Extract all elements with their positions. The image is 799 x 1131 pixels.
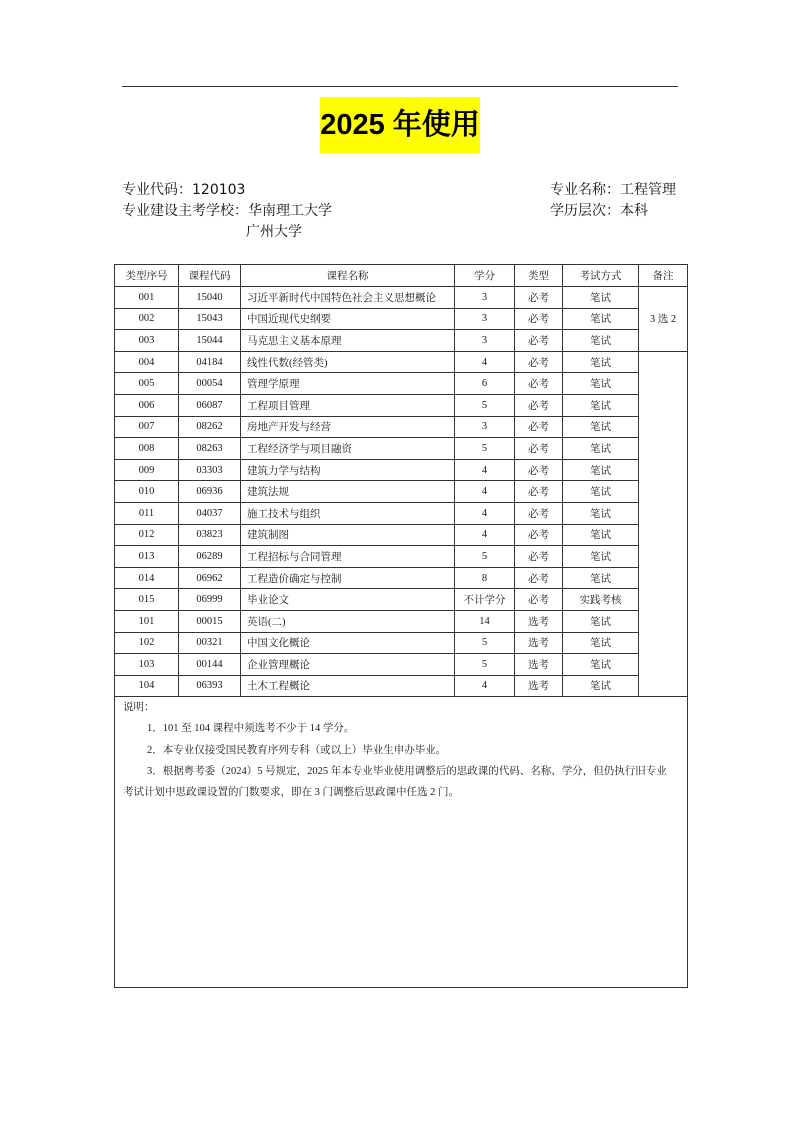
course-name-cell: 中国近现代史纲要 [241, 308, 455, 330]
seq-cell: 012 [115, 524, 179, 546]
seq-cell: 009 [115, 459, 179, 481]
course-name-cell: 工程经济学与项目融资 [241, 438, 455, 460]
code-cell: 06936 [179, 481, 241, 503]
type-cell: 必考 [515, 287, 563, 309]
credits-cell: 4 [455, 524, 515, 546]
table-row [115, 330, 688, 352]
exam-cell: 笔试 [563, 524, 639, 546]
table-row [115, 610, 688, 632]
type-cell: 必考 [515, 502, 563, 524]
notes-row [115, 697, 688, 988]
exam-cell: 笔试 [563, 287, 639, 309]
credits-cell: 3 [455, 287, 515, 309]
code-cell: 08262 [179, 416, 241, 438]
table-row [115, 502, 688, 524]
seq-cell: 015 [115, 589, 179, 611]
credits-cell: 5 [455, 546, 515, 568]
credits-cell: 4 [455, 351, 515, 373]
education-level: 学历层次：本科 [550, 203, 648, 219]
course-table [114, 264, 688, 988]
code-cell: 06087 [179, 394, 241, 416]
code-cell: 06962 [179, 567, 241, 589]
seq-cell: 010 [115, 481, 179, 503]
note-item-3-continuation: 考试计划中思政课设置的门数要求，即在 3 门调整后思政课中任选 2 门。 [123, 787, 459, 799]
exam-cell: 笔试 [563, 330, 639, 352]
major-code: 专业代码：120103 [122, 182, 246, 198]
seq-cell: 008 [115, 438, 179, 460]
exam-cell: 笔试 [563, 394, 639, 416]
table-row [115, 675, 688, 697]
exam-cell: 笔试 [563, 654, 639, 676]
code-cell: 15043 [179, 308, 241, 330]
table-row [115, 394, 688, 416]
exam-cell: 笔试 [563, 308, 639, 330]
code-cell: 04037 [179, 502, 241, 524]
type-cell: 选考 [515, 632, 563, 654]
remarks-cell-empty [639, 351, 688, 697]
course-name-cell: 马克思主义基本原理 [241, 330, 455, 352]
type-cell: 选考 [515, 654, 563, 676]
seq-cell: 103 [115, 654, 179, 676]
code-cell: 06999 [179, 589, 241, 611]
course-name-cell: 毕业论文 [241, 589, 455, 611]
exam-cell: 笔试 [563, 546, 639, 568]
seq-cell: 006 [115, 394, 179, 416]
course-name-cell: 中国文化概论 [241, 632, 455, 654]
exam-cell: 笔试 [563, 567, 639, 589]
course-name-cell: 建筑法规 [241, 481, 455, 503]
table-row [115, 351, 688, 373]
notes-label: 说明： [123, 702, 155, 714]
code-cell: 06393 [179, 675, 241, 697]
type-cell: 必考 [515, 394, 563, 416]
type-cell: 必考 [515, 351, 563, 373]
table-row [115, 481, 688, 503]
code-cell: 15044 [179, 330, 241, 352]
column-header-name: 课程名称 [241, 265, 455, 287]
credits-cell: 4 [455, 675, 515, 697]
type-cell: 必考 [515, 589, 563, 611]
code-cell: 00015 [179, 610, 241, 632]
column-header-credits: 学分 [455, 265, 515, 287]
table-row [115, 524, 688, 546]
course-name-cell: 习近平新时代中国特色社会主义思想概论 [241, 287, 455, 309]
page-title: 2025 年使用 [320, 97, 480, 153]
course-name-cell: 工程造价确定与控制 [241, 567, 455, 589]
type-cell: 必考 [515, 330, 563, 352]
exam-cell: 笔试 [563, 675, 639, 697]
code-cell: 00054 [179, 373, 241, 395]
code-cell: 03823 [179, 524, 241, 546]
seq-cell: 004 [115, 351, 179, 373]
seq-cell: 001 [115, 287, 179, 309]
table-row [115, 308, 688, 330]
credits-cell: 3 [455, 330, 515, 352]
type-cell: 必考 [515, 481, 563, 503]
table-row [115, 373, 688, 395]
table-row [115, 546, 688, 568]
exam-cell: 笔试 [563, 416, 639, 438]
table-body [115, 287, 688, 697]
course-name-cell: 线性代数(经管类) [241, 351, 455, 373]
table-row [115, 287, 688, 309]
exam-cell: 笔试 [563, 373, 639, 395]
course-name-cell: 建筑制图 [241, 524, 455, 546]
credits-cell: 14 [455, 610, 515, 632]
course-name-cell: 英语(二) [241, 610, 455, 632]
seq-cell: 104 [115, 675, 179, 697]
type-cell: 必考 [515, 459, 563, 481]
type-cell: 必考 [515, 416, 563, 438]
type-cell: 必考 [515, 524, 563, 546]
code-cell: 06289 [179, 546, 241, 568]
type-cell: 必考 [515, 438, 563, 460]
credits-cell: 4 [455, 459, 515, 481]
table-row [115, 567, 688, 589]
column-header-seq: 类型序号 [115, 265, 179, 287]
column-header-exam: 考试方式 [563, 265, 639, 287]
seq-cell: 011 [115, 502, 179, 524]
credits-cell: 5 [455, 394, 515, 416]
credits-cell: 4 [455, 481, 515, 503]
column-header-remarks: 备注 [639, 265, 688, 287]
course-name-cell: 土木工程概论 [241, 675, 455, 697]
exam-cell: 笔试 [563, 459, 639, 481]
seq-cell: 005 [115, 373, 179, 395]
seq-cell: 014 [115, 567, 179, 589]
column-header-type: 类型 [515, 265, 563, 287]
top-rule [122, 86, 678, 87]
table-row [115, 654, 688, 676]
course-name-cell: 施工技术与组织 [241, 502, 455, 524]
major-name: 专业名称：工程管理 [550, 182, 676, 198]
exam-cell: 笔试 [563, 481, 639, 503]
exam-cell: 实践考核 [563, 589, 639, 611]
examining-school-second: 广州大学 [246, 224, 302, 240]
type-cell: 必考 [515, 373, 563, 395]
credits-cell: 3 [455, 416, 515, 438]
table-row [115, 632, 688, 654]
course-name-cell: 工程项目管理 [241, 394, 455, 416]
exam-cell: 笔试 [563, 502, 639, 524]
course-name-cell: 工程招标与合同管理 [241, 546, 455, 568]
seq-cell: 007 [115, 416, 179, 438]
credits-cell: 5 [455, 632, 515, 654]
seq-cell: 002 [115, 308, 179, 330]
credits-cell: 不计学分 [455, 589, 515, 611]
seq-cell: 102 [115, 632, 179, 654]
type-cell: 选考 [515, 610, 563, 632]
credits-cell: 5 [455, 438, 515, 460]
credits-cell: 8 [455, 567, 515, 589]
type-cell: 选考 [515, 675, 563, 697]
note-item-2: 2．本专业仅接受国民教育序列专科（或以上）毕业生申办毕业。 [147, 744, 447, 756]
exam-cell: 笔试 [563, 632, 639, 654]
note-item-1: 1．101 至 104 课程中须选考不少于 14 学分。 [147, 723, 355, 735]
exam-cell: 笔试 [563, 438, 639, 460]
seq-cell: 003 [115, 330, 179, 352]
seq-cell: 101 [115, 610, 179, 632]
table-row [115, 438, 688, 460]
code-cell: 04184 [179, 351, 241, 373]
table-row [115, 589, 688, 611]
remarks-cell: 3 选 2 [639, 287, 688, 352]
course-name-cell: 企业管理概论 [241, 654, 455, 676]
credits-cell: 3 [455, 308, 515, 330]
course-name-cell: 管理学原理 [241, 373, 455, 395]
exam-cell: 笔试 [563, 351, 639, 373]
code-cell: 08263 [179, 438, 241, 460]
table-row [115, 416, 688, 438]
header-row [115, 265, 688, 287]
credits-cell: 6 [455, 373, 515, 395]
code-cell: 00321 [179, 632, 241, 654]
notes-section [115, 697, 688, 988]
notes-cell [115, 697, 688, 988]
examining-schools: 专业建设主考学校：华南理工大学 [122, 203, 332, 219]
table-row [115, 459, 688, 481]
credits-cell: 5 [455, 654, 515, 676]
course-name-cell: 房地产开发与经营 [241, 416, 455, 438]
course-name-cell: 建筑力学与结构 [241, 459, 455, 481]
code-cell: 00144 [179, 654, 241, 676]
note-item-3: 3．根据粤考委（2024）5 号规定，2025 年本专业毕业使用调整后的思政课的代码、名称、学分，但仍执行旧专业 [147, 765, 667, 777]
type-cell: 必考 [515, 308, 563, 330]
exam-cell: 笔试 [563, 610, 639, 632]
code-cell: 15040 [179, 287, 241, 309]
seq-cell: 013 [115, 546, 179, 568]
type-cell: 必考 [515, 567, 563, 589]
code-cell: 03303 [179, 459, 241, 481]
credits-cell: 4 [455, 502, 515, 524]
type-cell: 必考 [515, 546, 563, 568]
column-header-code: 课程代码 [179, 265, 241, 287]
table-header [115, 265, 688, 287]
